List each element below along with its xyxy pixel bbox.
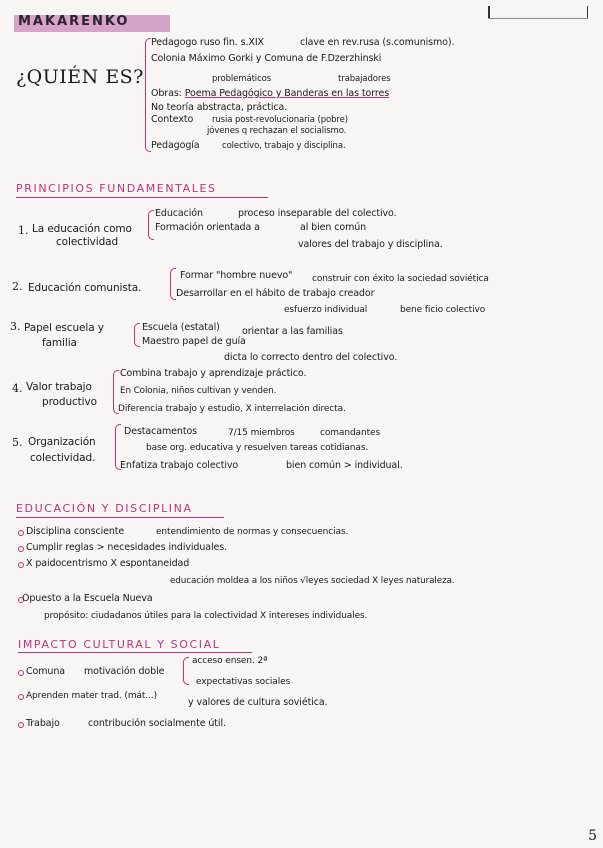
quien-l3b: trabajadores xyxy=(338,74,391,84)
p1-num: 1. xyxy=(18,224,29,237)
quien-l5: No teoría abstracta, práctica. xyxy=(151,102,288,113)
p1-brace xyxy=(148,210,154,240)
principios-heading: PRINCIPIOS FUNDAMENTALES xyxy=(16,182,217,195)
p5-ac: comandantes xyxy=(320,428,381,438)
p4-title1: Valor trabajo xyxy=(26,381,92,393)
p3-ab: orientar a las familias xyxy=(242,326,343,337)
quien-l7: jóvenes q rechazan el socialismo. xyxy=(207,126,347,136)
impacto-heading: IMPACTO CULTURAL Y SOCIAL xyxy=(18,638,221,651)
quien-es-heading: ¿QUIÉN ES? xyxy=(16,66,144,88)
p2-title1: Educación comunista. xyxy=(28,282,142,294)
imp-l2b: y valores de cultura soviética. xyxy=(188,697,328,708)
corner-mark xyxy=(488,6,588,19)
edu-l4: educación moldea a los niños √leyes sociedad X leyes naturaleza. xyxy=(170,576,455,586)
p5-b: base org. educativa y resuelven tareas cotidianas. xyxy=(146,443,369,453)
imp-brace xyxy=(183,657,189,685)
p5-num: 5. xyxy=(12,436,23,449)
quien-l2: Colonia Máximo Gorki y Comuna de F.Dzerzhinski xyxy=(151,53,382,64)
imp-l3a: Trabajo xyxy=(26,718,60,729)
bullet-dot xyxy=(18,546,24,552)
p5-title2: colectividad. xyxy=(30,452,96,464)
quien-l1: Pedagogo ruso fin. s.XIX xyxy=(151,37,264,48)
imp-l2a: Aprenden mater trad. (mát...) xyxy=(26,691,158,701)
p1-b: Formación orientada a xyxy=(155,222,260,233)
page-title: MAKARENKO xyxy=(18,14,130,29)
p1-c: valores del trabajo y disciplina. xyxy=(298,239,443,250)
obras-label: Obras: xyxy=(151,88,185,99)
p1-title1: La educación como xyxy=(32,223,132,235)
bullet-dot xyxy=(18,694,24,700)
edu-l1b: entendimiento de normas y consecuencias. xyxy=(156,527,349,537)
p4-title2: productivo xyxy=(42,396,97,408)
quien-l1b: clave en rev.rusa (s.comunismo). xyxy=(300,37,455,48)
p4-b: En Colonia, niños cultivan y venden. xyxy=(120,386,277,396)
p2-ab: construir con éxito la sociedad soviética xyxy=(312,274,489,284)
p3-c: dicta lo correcto dentro del colectivo. xyxy=(224,352,398,363)
p2-cb: bene ficio colectivo xyxy=(400,305,486,315)
edu-l3: X paidocentrismo X espontaneidad xyxy=(26,558,190,569)
imp-l3b: contribución socialmente útil. xyxy=(88,718,226,729)
p3-a: Escuela (estatal) xyxy=(142,322,220,333)
bullet-dot xyxy=(18,562,24,568)
p3-title1: Papel escuela y xyxy=(24,322,104,334)
p1-bb: al bien común xyxy=(300,222,367,233)
impacto-underline xyxy=(18,652,252,653)
quien-l6a: Contexto xyxy=(151,114,194,125)
quien-l3a: problemáticos xyxy=(212,74,272,84)
quien-l8a: Pedagogía xyxy=(151,140,200,151)
quien-l8b: colectivo, trabajo y disciplina. xyxy=(222,141,346,151)
p4-num: 4. xyxy=(12,382,23,395)
p3-brace xyxy=(134,323,140,347)
edu-l5: Opuesto a la Escuela Nueva xyxy=(22,593,153,604)
p2-a: Formar "hombre nuevo" xyxy=(180,270,293,281)
p2-num: 2. xyxy=(12,280,23,293)
p3-title2: familia xyxy=(42,337,77,349)
bullet-dot xyxy=(18,670,24,676)
quien-l4 xyxy=(151,88,389,100)
bullet-dot xyxy=(18,530,24,536)
p5-cb: bien común > individual. xyxy=(286,460,403,471)
p1-a: Educación xyxy=(155,208,203,219)
edu-l1a: Disciplina consciente xyxy=(26,526,125,537)
edu-l6: propósito: ciudadanos útiles para la colectividad X intereses individuales. xyxy=(44,611,368,621)
p2-c: esfuerzo individual xyxy=(284,305,368,315)
p5-c: Enfatiza trabajo colectivo xyxy=(120,460,239,471)
p5-a: Destacamentos xyxy=(124,426,198,437)
p1-ab: proceso inseparable del colectivo. xyxy=(238,208,397,219)
page-number: 5 xyxy=(588,828,597,844)
bullet-dot xyxy=(18,722,24,728)
educacion-underline xyxy=(16,517,224,518)
imp-l1b: motivación doble xyxy=(84,666,165,677)
imp-l1c: acceso ensen. 2ª xyxy=(192,656,268,666)
p3-b: Maestro papel de guía xyxy=(142,336,246,347)
p2-b: Desarrollar en el hábito de trabajo creador xyxy=(176,288,375,299)
educacion-heading: EDUCACIÓN Y DISCIPLINA xyxy=(16,502,193,515)
p1-title2: colectividad xyxy=(56,236,119,248)
p4-a: Combina trabajo y aprendizaje práctico. xyxy=(120,368,307,379)
p5-title1: Organización xyxy=(28,436,96,448)
p5-ab: 7/15 miembros xyxy=(228,428,295,438)
edu-l2: Cumplir reglas > necesidades individuales. xyxy=(26,542,228,553)
obras-titles: Poema Pedagógico y Banderas en las torres xyxy=(184,88,390,99)
imp-l1d: expectativas sociales xyxy=(196,677,291,687)
principios-underline xyxy=(16,197,268,198)
imp-l1a: Comuna xyxy=(26,666,65,677)
p3-num: 3. xyxy=(10,320,21,333)
quien-l6b: rusia post-revolucionaria (pobre) xyxy=(212,115,348,125)
p4-c: Diferencia trabajo y estudio, X interrelación directa. xyxy=(118,404,346,414)
